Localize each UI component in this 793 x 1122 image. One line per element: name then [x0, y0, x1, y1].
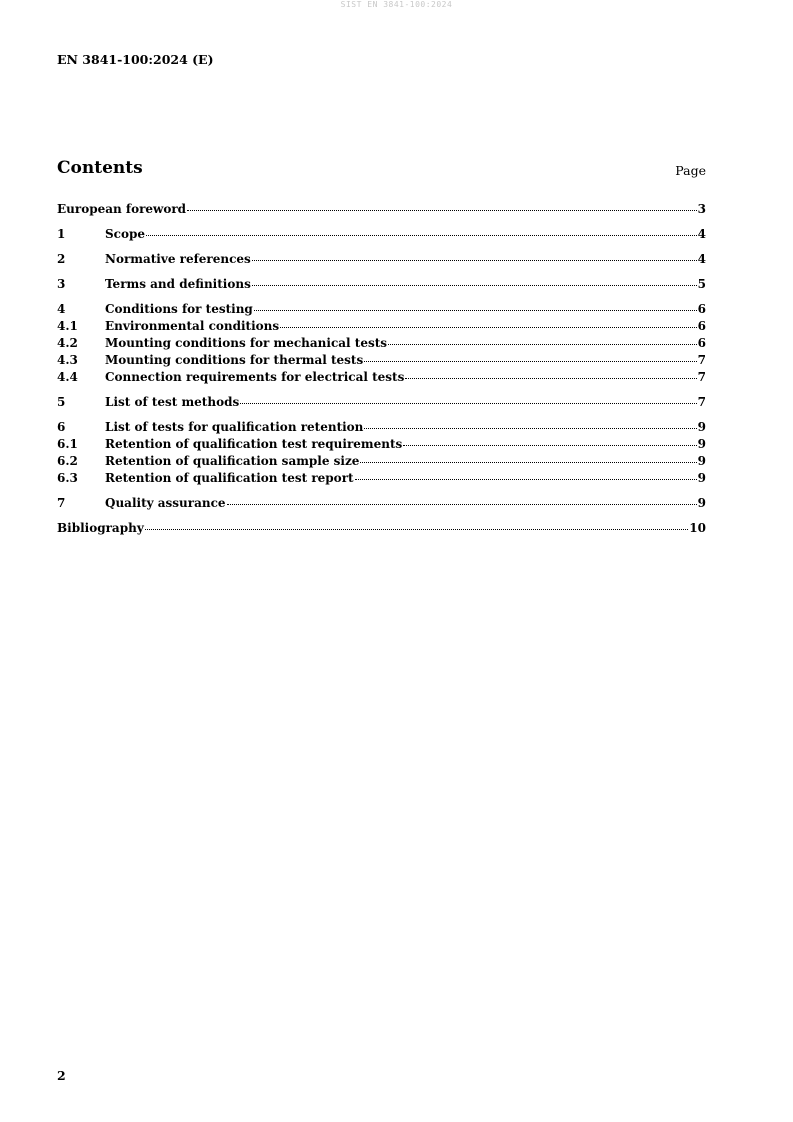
toc-entry-page: 9 [697, 496, 706, 510]
toc-entry-page: 7 [697, 395, 706, 409]
toc-entry[interactable] [57, 301, 706, 318]
toc-entry[interactable] [57, 470, 706, 487]
toc-leader [187, 201, 697, 211]
toc-entry-page: 7 [697, 370, 706, 384]
toc-leader [240, 394, 696, 404]
toc-entry-title: List of tests for qualification retention [105, 420, 364, 434]
toc-entry-page: 3 [697, 202, 706, 216]
toc-entry-page: 9 [697, 437, 706, 451]
toc-entry-number: 1 [57, 227, 66, 241]
toc-entry-title: Quality assurance [105, 496, 226, 510]
toc-entry-number: 4.1 [57, 319, 78, 333]
toc-leader [145, 520, 689, 530]
toc-entry-title: Normative references [105, 252, 251, 266]
toc-entry-number: 2 [57, 252, 66, 266]
toc-leader [405, 369, 696, 379]
toc-entry-title: Connection requirements for electrical tests [105, 370, 405, 384]
toc-leader [254, 301, 697, 311]
toc-entry-number: 6.1 [57, 437, 78, 451]
toc-entry-page: 6 [697, 319, 706, 333]
toc-entry-number: 6.3 [57, 471, 78, 485]
toc-entry-number: 4.2 [57, 336, 78, 350]
toc-entry-number: 4.3 [57, 353, 78, 367]
toc-entry-title: Conditions for testing [105, 302, 253, 316]
table-of-contents [57, 201, 706, 537]
toc-entry[interactable] [57, 201, 706, 218]
toc-entry-title: European foreword [57, 202, 187, 216]
toc-entry[interactable] [57, 453, 706, 470]
toc-entry[interactable] [57, 335, 706, 352]
toc-entry-title: Mounting conditions for mechanical tests [105, 336, 388, 350]
toc-entry-page: 9 [697, 454, 706, 468]
toc-leader [252, 251, 697, 261]
toc-entry[interactable] [57, 394, 706, 411]
toc-entry-page: 10 [689, 521, 706, 535]
toc-entry[interactable] [57, 419, 706, 436]
toc-entry-title: Retention of qualification test report [105, 471, 354, 485]
toc-entry[interactable] [57, 226, 706, 243]
toc-entry[interactable] [57, 495, 706, 512]
toc-entry-title: Retention of qualification sample size [105, 454, 360, 468]
toc-leader [146, 226, 697, 236]
toc-entry-title: Retention of qualification test requirements [105, 437, 403, 451]
toc-leader [355, 470, 697, 480]
toc-entry-page: 4 [697, 252, 706, 266]
toc-entry[interactable] [57, 352, 706, 369]
toc-leader [364, 352, 696, 362]
toc-entry-number: 6 [57, 420, 66, 434]
toc-entry-page: 6 [697, 336, 706, 350]
toc-entry[interactable] [57, 369, 706, 386]
toc-entry[interactable] [57, 436, 706, 453]
toc-entry-number: 7 [57, 496, 66, 510]
toc-leader [360, 453, 696, 463]
toc-entry-number: 4 [57, 302, 66, 316]
toc-entry-page: 7 [697, 353, 706, 367]
toc-entry-page: 9 [697, 471, 706, 485]
toc-leader [403, 436, 696, 446]
toc-entry[interactable] [57, 276, 706, 293]
toc-entry-page: 9 [697, 420, 706, 434]
toc-entry-page: 6 [697, 302, 706, 316]
toc-entry-title: Scope [105, 227, 146, 241]
contents-title: Contents [57, 158, 143, 178]
toc-entry-title: Mounting conditions for thermal tests [105, 353, 364, 367]
toc-entry-number: 4.4 [57, 370, 78, 384]
toc-entry-title: Terms and definitions [105, 277, 251, 291]
toc-leader [364, 419, 696, 429]
toc-leader [388, 335, 697, 345]
toc-entry-page: 5 [697, 277, 706, 291]
toc-leader [227, 495, 697, 505]
page-column-label: Page [675, 163, 706, 178]
toc-leader [280, 318, 697, 328]
toc-entry-title: Bibliography [57, 521, 144, 535]
toc-entry[interactable] [57, 251, 706, 268]
toc-entry-page: 4 [697, 227, 706, 241]
page-number: 2 [57, 1068, 66, 1083]
toc-entry[interactable] [57, 520, 706, 537]
toc-entry-title: Environmental conditions [105, 319, 280, 333]
watermark: SIST EN 3841-100:2024 [340, 0, 453, 9]
toc-leader [252, 276, 697, 286]
toc-entry-number: 6.2 [57, 454, 78, 468]
toc-entry[interactable] [57, 318, 706, 335]
toc-entry-number: 3 [57, 277, 66, 291]
toc-entry-number: 5 [57, 395, 66, 409]
document-id: EN 3841-100:2024 (E) [57, 52, 214, 67]
toc-entry-title: List of test methods [105, 395, 240, 409]
